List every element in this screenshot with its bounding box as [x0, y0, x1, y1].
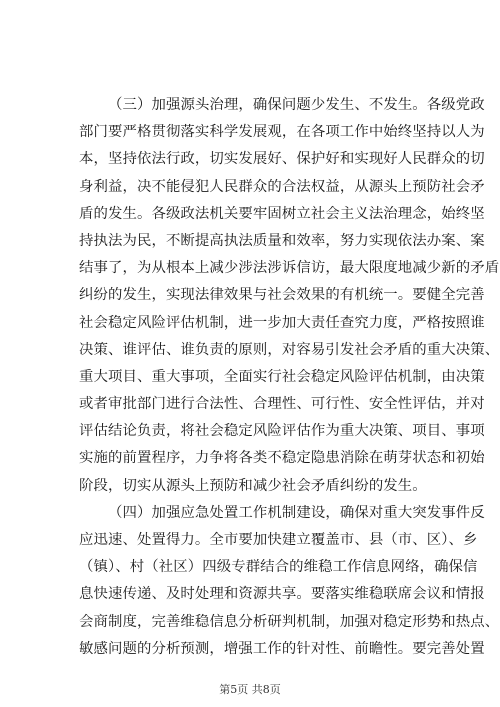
text-line: 社会稳定风险评估机制，进一步加大责任查究力度，严格按照谁	[79, 314, 485, 331]
text-line: 盾的发生。各级政法机关要牢固树立社会主义法治理念，始终坚	[79, 205, 485, 222]
text-line: 身利益，决不能侵犯人民群众的合法权益，从源头上预防社会矛	[79, 178, 485, 195]
text-line: 评估结论负责，将社会稳定风险评估作为重大决策、项目、事项	[79, 423, 485, 440]
text-line: 会商制度，完善维稳信息分析研判机制，加强对稳定形势和热点、	[79, 613, 500, 630]
text-line: 纠纷的发生，实现法律效果与社会效果的有机统一。要健全完善	[79, 287, 485, 304]
text-line: （四）加强应急处置工作机制建设，确保对重大突发事件反	[108, 504, 485, 521]
page-number: 第5页 共8页	[219, 683, 281, 696]
text-line: 重大项目、重大事项，全面实行社会稳定风险评估机制，由决策	[79, 368, 485, 385]
text-line: 应迅速、处置得力。全市要加快建立覆盖市、县（市、区）、乡	[79, 532, 478, 548]
text-line: 或者审批部门进行合法性、合理性、可行性、安全性评估，并对	[79, 396, 485, 413]
document-body	[79, 92, 500, 663]
text-line: 决策、谁评估、谁负责的原则，对容易引发社会矛盾的重大决策、	[79, 341, 500, 358]
text-line: （镇）、村（社区）四级专群结合的维稳工作信息网络，确保信	[79, 559, 478, 576]
text-line: 敏感问题的分析预测，增强工作的针对性、前瞻性。要完善处置	[79, 640, 485, 657]
text-line: 息快速传递、及时处理和资源共享。要落实维稳联席会议和情报	[79, 586, 485, 603]
text-line: 结事了，为从根本上减少涉法涉诉信访，最大限度地减少新的矛盾	[79, 260, 500, 277]
text-line: 阶段，切实从源头上预防和减少社会矛盾纠纷的发生。	[79, 477, 427, 494]
page-footer	[0, 683, 500, 697]
text-line: 实施的前置程序，力争将各类不稳定隐患消除在萌芽状态和初始	[79, 450, 485, 467]
text-line: 本，坚持依法行政，切实发展好、保护好和实现好人民群众的切	[79, 151, 485, 168]
text-line: 部门要严格贯彻落实科学发展观，在各项工作中始终坚持以人为	[79, 124, 485, 141]
text-line: （三）加强源头治理，确保问题少发生、不发生。各级党政	[108, 97, 485, 113]
text-line: 持执法为民，不断提高执法质量和效率，努力实现依法办案、案	[79, 232, 485, 249]
